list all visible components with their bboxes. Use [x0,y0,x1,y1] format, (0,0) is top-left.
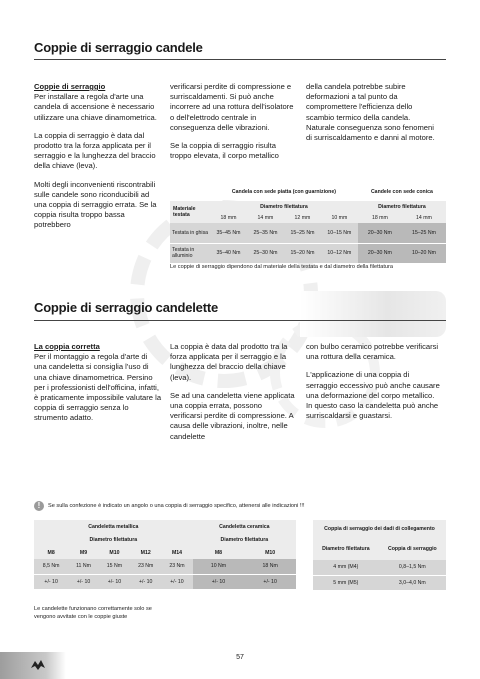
section1-col3-p1: della candela potrebbe subire deformazioni a tal punto da compromettere l'efficienza dello scambio termico della candela. Naturale conseguenza sono fenomeni di surriscaldamento e danni al motore. [306,82,435,143]
table-cell: 4 mm (M4) [313,560,379,575]
table-cell: 35–45 Nm [210,223,247,243]
table-size: M8 [47,549,55,556]
nut-torque-table [313,520,446,590]
section2-col2-p1: La coppia è data dal prodotto tra la forza applicata per il serraggio e la lunghezza del braccio della chiave (leva). [170,342,288,382]
table-size: M12 [140,549,151,556]
section2-title: Coppie di serraggio candelette [34,300,218,315]
nut-table-col2: Coppia di serraggio [387,546,437,552]
table-group-metal: Candeletta metallica [88,524,139,530]
table-material-header: Materiale testata [173,206,196,218]
table-cell: 25–30 Nm [247,243,284,263]
section2-col1 [34,342,162,432]
table-cell: 11 Nm [68,559,99,574]
section2-heading: La coppia corretta [34,342,100,351]
table-row [170,223,446,243]
page-number: 57 [236,654,244,661]
table-diam-ceramic: Diametro filettatura [220,537,269,543]
section1-heading: Coppie di serraggio [34,82,106,91]
table-cell: 3,0–4,0 Nm [379,575,446,590]
section1-col2-p2: Se la coppia di serraggio risulta troppo elevata, il corpo metallico [170,141,279,161]
table-size: M8 [214,549,223,556]
section1-col1-p3: Molti degli inconvenienti riscontrabili sulle candele sono riconducibili ad una coppia di serraggio errata. Se la coppia risulta troppo bassa potrebbero [34,179,157,230]
table-group-conical: Candele con sede conica [370,189,433,195]
table-cell: 10–15 Nm [321,223,358,243]
table-cell: 0,8–1,5 Nm [379,560,446,575]
table-cell: 20–30 Nm [358,223,402,243]
table-cell: +/- 10 [34,574,68,589]
table-row-label: Testata in ghisa [170,223,210,243]
section2-col2 [170,342,296,450]
table-cell: 5 mm (M5) [313,575,379,590]
decorative-band [300,291,446,337]
exclamation-icon: ! [34,501,44,511]
table-cell: +/- 10 [161,574,192,589]
table-size: M14 [171,549,183,556]
glow-plug-torque-table [34,520,296,589]
table-cell: 15 Nm [99,559,130,574]
section1-col1 [34,82,158,239]
table-caption: Le coppie di serraggio dipendono dal materiale della testata e dal diametro della filettatura [170,264,393,270]
table-size: M10 [109,549,120,556]
table-size: 14 mm [257,214,274,221]
section1-col3 [306,82,441,151]
table-size: M9 [79,549,88,556]
table-group-ceramic: Candeletta ceramica [219,524,270,530]
table-size: M10 [265,549,276,556]
table-cell: 23 Nm [130,559,161,574]
table-cell: 35–40 Nm [210,243,247,263]
table-cell: 8,5 Nm [34,559,68,574]
table-row [170,243,446,263]
table-size: 12 mm [294,214,311,221]
nut-table-title: Coppia di serraggio dei dadi di collegamento [324,526,435,532]
table-cell: 10–20 Nm [402,243,446,263]
table-size: 14 mm [416,214,432,221]
table-cell: 10 Nm [193,559,245,574]
table-cell: 25–35 Nm [247,223,284,243]
spark-plug-torque-table [170,183,446,263]
section2-rule [34,320,446,321]
table-diam-conical: Diametro filettatura [378,203,426,210]
table-cell: 20–30 Nm [358,243,402,263]
section1-col2 [170,82,294,169]
section2-col3-p1: con bulbo ceramico potrebbe verificarsi una rottura della ceramica. [306,342,439,362]
section1-title: Coppie di serraggio candele [34,40,203,55]
table-cell: 15–25 Nm [402,223,446,243]
table-cell: +/- 10 [244,574,296,589]
section1-col2-p1: verificarsi perdite di compressione e surriscaldamenti. Si può anche incorrere ad una rottura dell'isolatore o dell'elettrodo centrale in conseguenza delle vibrazioni. [170,82,294,132]
table-cell: +/- 10 [193,574,245,589]
table-row [34,559,296,574]
table-cell: 10–12 Nm [321,243,358,263]
table-row [313,560,446,575]
table-cell: +/- 10 [130,574,161,589]
table-cell: 15–20 Nm [284,243,321,263]
table-group-flat: Candela con sede piatta (con guarnizione) [231,189,336,195]
warning-note: Se sulla confezione è indicato un angolo o una coppia di serraggio specifico, attenersi alle indicazioni !!! [48,503,305,509]
section2-col1-p1: Per il montaggio a regola d'arte di una candeletta si consiglia l'uso di una chiave dinamometrica. Persino per i professionisti dell'officina, infatti, è praticamente impossibile valutare la coppia di serraggio senza lo strumento adatto. [34,352,162,423]
table-diam-flat: Diametro filettatura [260,203,308,210]
brand-logo-icon [30,658,46,672]
section1-rule [34,59,446,60]
table-row [34,574,296,589]
section1-col1-p2: La coppia di serraggio è data dal prodotto tra la forza applicata per il serraggio e la lunghezza del braccio della chiave (leva). [34,130,156,171]
table-cell: 23 Nm [161,559,192,574]
table-size: 10 mm [331,214,348,221]
table-cell: 15–25 Nm [284,223,321,243]
section2-col2-p2: Se ad una candeletta viene applicata una coppia errata, possono verificarsi perdite di compressione. A causa delle vibrazioni, inoltre, nelle candelette [170,390,295,441]
table-cell: +/- 10 [68,574,99,589]
table-size: 18 mm [371,214,388,221]
table-diam-metal: Diametro filettatura [89,537,138,543]
table-row [313,575,446,590]
section2-col3-p2: L'applicazione di una coppia di serraggio eccessivo può anche causare una deformazione del corpo metallico. In questo caso la candeletta può anche surriscaldarsi e guastarsi. [306,370,440,421]
nut-table-col1: Diametro filettatura [322,546,370,552]
section1-col1-p1: Per installare a regola d'arte una candela di accensione è necessario utilizzare una chiave dinamometrica. [34,92,157,122]
table-cell: +/- 10 [99,574,130,589]
table-row-label: Testata in alluminio [170,243,210,263]
glow-plug-footnote: Le candelette funzionano correttamente solo se vengono avvitate con le coppie giuste [34,606,152,620]
section2-col3 [306,342,440,429]
table-cell: 18 Nm [244,559,296,574]
table-size: 18 mm [220,214,237,221]
